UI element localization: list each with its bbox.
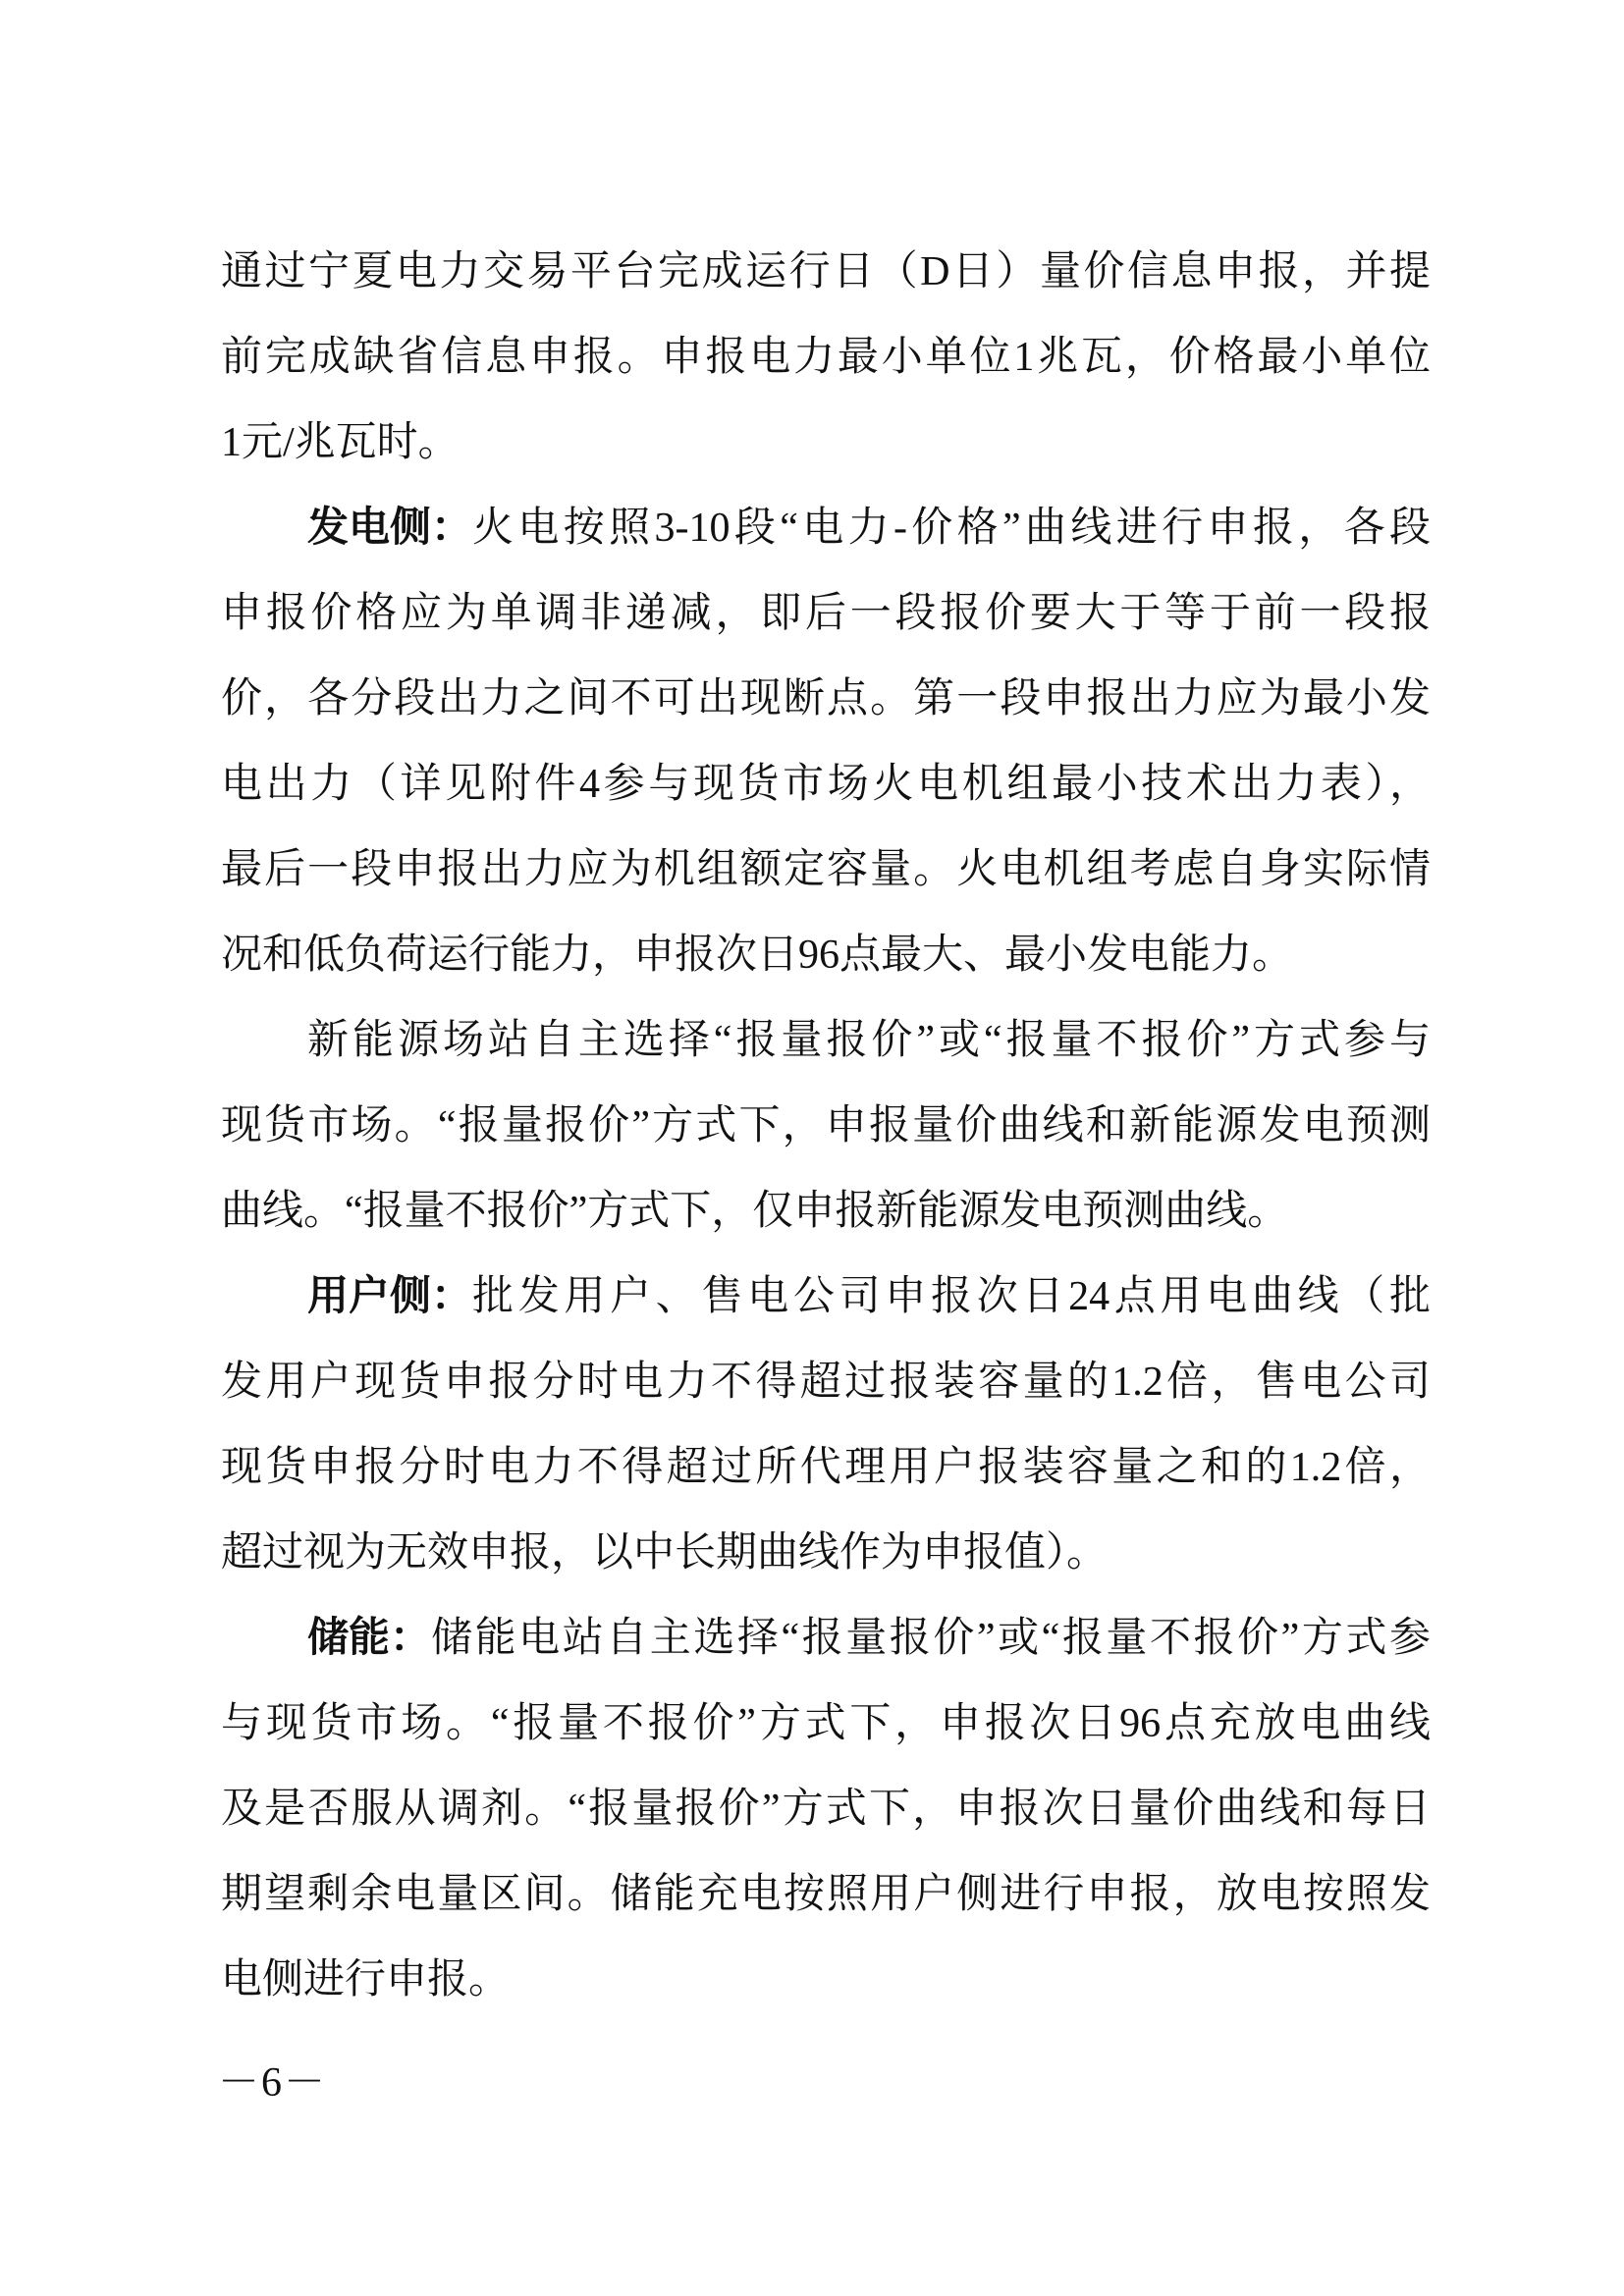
- text-line: [221, 1852, 1431, 1938]
- line-text: 况和低负荷运行能力，申报次日96点最大、最小发电能力。: [221, 933, 1294, 978]
- text-line: [221, 400, 1431, 486]
- line-text: 储能电站自主选择“报量报价”或“报量不报价”方式参: [431, 1616, 1431, 1661]
- text-line: [221, 1169, 1431, 1255]
- line-text: 现货申报分时电力不得超过所代理用户报装容量之和的1.2倍，: [221, 1445, 1431, 1490]
- text-line: [221, 1596, 1431, 1682]
- line-text: 最后一段申报出力应为机组额定容量。火电机组考虑自身实际情: [221, 847, 1431, 892]
- line-text: 批发用户、售电公司申报次日24点用电曲线（批: [472, 1274, 1431, 1319]
- section-lead: 发电侧：: [307, 506, 473, 551]
- text-line: [221, 657, 1431, 742]
- line-text: 及是否服从调剂。“报量报价”方式下，申报次日量价曲线和每日: [221, 1787, 1431, 1832]
- line-text: 通过宁夏电力交易平台完成运行日（D日）量价信息申报，并提: [221, 249, 1431, 294]
- text-line: [221, 1084, 1431, 1169]
- text-line: [221, 828, 1431, 913]
- line-text: 超过视为无效申报，以中长期曲线作为申报值）。: [221, 1530, 1109, 1575]
- text-line: [221, 1682, 1431, 1767]
- paragraph: [221, 1255, 1431, 1596]
- line-text: 1元/兆瓦时。: [221, 420, 460, 465]
- line-text: 前完成缺省信息申报。申报电力最小单位1兆瓦，价格最小单位: [221, 335, 1431, 380]
- paragraph: [221, 998, 1431, 1255]
- text-line: [221, 998, 1431, 1084]
- text-line: [221, 1255, 1431, 1340]
- text-line: [221, 230, 1431, 315]
- line-text: 电出力（详见附件4参与现货市场火电机组最小技术出力表），: [221, 762, 1431, 807]
- page-number: －6－: [218, 2060, 328, 2106]
- line-text: 电侧进行申报。: [221, 1957, 511, 2002]
- line-text: 与现货市场。“报量不报价”方式下，申报次日96点充放电曲线: [221, 1701, 1431, 1746]
- line-text: 火电按照3-10段“电力-价格”曲线进行申报，各段: [472, 506, 1431, 551]
- document-body: [221, 230, 1431, 2023]
- line-text: 期望剩余电量区间。储能充电按照用户侧进行申报，放电按照发: [221, 1872, 1431, 1917]
- text-line: [221, 1938, 1431, 2023]
- section-lead: 储能：: [307, 1616, 432, 1661]
- paragraph: [221, 1596, 1431, 2023]
- text-line: [221, 1425, 1431, 1511]
- text-line: [221, 571, 1431, 657]
- line-text: 价，各分段出力之间不可出现断点。第一段申报出力应为最小发: [221, 676, 1431, 721]
- text-line: [221, 913, 1431, 998]
- line-text: 发用户现货申报分时电力不得超过报装容量的1.2倍，售电公司: [221, 1360, 1431, 1405]
- text-line: [221, 315, 1431, 400]
- text-line: [221, 1511, 1431, 1596]
- section-lead: 用户侧：: [307, 1274, 473, 1319]
- line-text: 新能源场站自主选择“报量报价”或“报量不报价”方式参与: [307, 1018, 1431, 1063]
- paragraph: [221, 486, 1431, 998]
- text-line: [221, 486, 1431, 571]
- paragraph: [221, 230, 1431, 486]
- line-text: 申报价格应为单调非递减，即后一段报价要大于等于前一段报: [221, 591, 1431, 636]
- text-line: [221, 1767, 1431, 1852]
- text-line: [221, 1340, 1431, 1425]
- line-text: 曲线。“报量不报价”方式下，仅申报新能源发电预测曲线。: [221, 1189, 1289, 1234]
- line-text: 现货市场。“报量报价”方式下，申报量价曲线和新能源发电预测: [221, 1103, 1431, 1148]
- text-line: [221, 742, 1431, 828]
